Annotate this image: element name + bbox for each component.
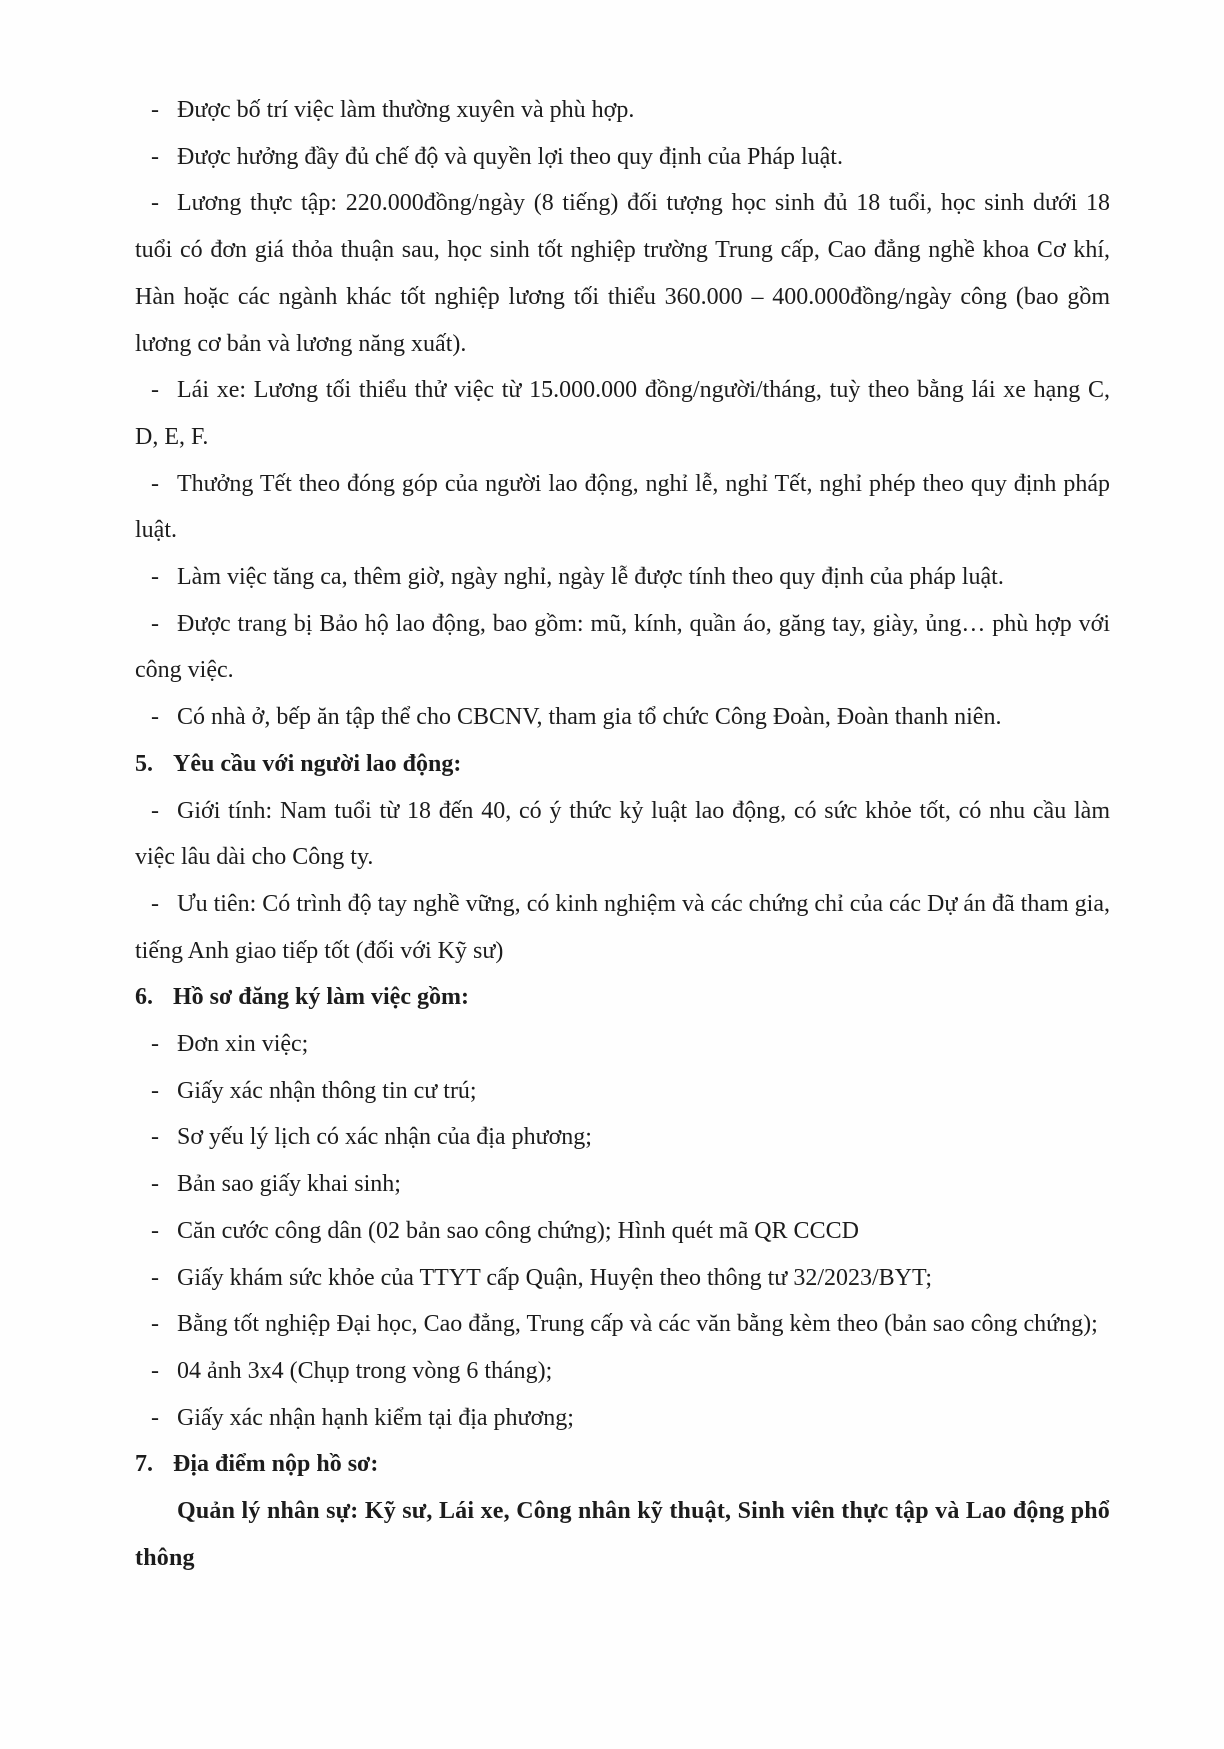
dash: - <box>151 1077 159 1104</box>
list-item: - Được trang bị Bảo hộ lao động, bao gồm: mũ, kính, quần áo, găng tay, giày, ủng… phù hợp với công việc. <box>135 601 1110 694</box>
dash: - <box>151 1171 159 1198</box>
dash: - <box>151 1357 159 1384</box>
list-item: - Lương thực tập: 220.000đồng/ngày (8 tiếng) đối tượng học sinh đủ 18 tuổi, học sinh dưới 18 tuổi có đơn giá thỏa thuận sau, học sinh tốt nghiệp trường Trung cấp, Cao đẳng nghề khoa Cơ khí, Hàn hoặc các ngành khác tốt nghiệp lương tối thiểu 360.000 – 400.000đồng/ngày công (bao gồm lương cơ bản và lương năng xuất). <box>135 180 1110 367</box>
dash: - <box>151 1311 159 1338</box>
dash: - <box>151 1124 159 1151</box>
list-item: - Làm việc tăng ca, thêm giờ, ngày nghỉ, ngày lễ được tính theo quy định của pháp luật. <box>135 554 1110 601</box>
dash: - <box>151 190 159 217</box>
dash: - <box>151 1264 159 1291</box>
list-item: - Lái xe: Lương tối thiểu thử việc từ 15.000.000 đồng/người/tháng, tuỳ theo bằng lái xe hạng C, D, E, F. <box>135 367 1110 460</box>
list-item: - Ưu tiên: Có trình độ tay nghề vững, có kinh nghiệm và các chứng chỉ của các Dự án đã tham gia, tiếng Anh giao tiếp tốt (đối với Kỹ sư) <box>135 881 1110 974</box>
section-7-heading: 7. Địa điểm nộp hồ sơ: <box>135 1451 379 1478</box>
dash: - <box>151 890 159 917</box>
list-item: - Đơn xin việc; <box>135 1021 1110 1068</box>
submission-location-text: Quản lý nhân sự: Kỹ sư, Lái xe, Công nhân kỹ thuật, Sinh viên thực tập và Lao động phổ thông <box>135 1498 1110 1571</box>
dash: - <box>151 564 159 591</box>
dash: - <box>151 377 159 404</box>
list-item: - Bằng tốt nghiệp Đại học, Cao đẳng, Trung cấp và các văn bằng kèm theo (bản sao công chứng); <box>135 1301 1110 1348</box>
list-item: - Giấy xác nhận thông tin cư trú; <box>135 1068 1110 1115</box>
list-item: - Được bố trí việc làm thường xuyên và phù hợp. <box>135 87 1110 134</box>
section-5-heading: 5. Yêu cầu với người lao động: <box>135 750 462 777</box>
requirements-list <box>135 788 1110 975</box>
list-item: - Giấy khám sức khỏe của TTYT cấp Quận, Huyện theo thông tư 32/2023/BYT; <box>135 1255 1110 1302</box>
list-item: - 04 ảnh 3x4 (Chụp trong vòng 6 tháng); <box>135 1348 1110 1395</box>
list-item: - Căn cước công dân (02 bản sao công chứng); Hình quét mã QR CCCD <box>135 1208 1110 1255</box>
document-body <box>135 87 1110 1582</box>
dash: - <box>151 143 159 170</box>
dash: - <box>151 1031 159 1058</box>
list-item: - Giới tính: Nam tuổi từ 18 đến 40, có ý thức kỷ luật lao động, có sức khỏe tốt, có nhu cầu làm việc lâu dài cho Công ty. <box>135 788 1110 881</box>
dash: - <box>151 1217 159 1244</box>
dash: - <box>151 470 159 497</box>
list-item: - Bản sao giấy khai sinh; <box>135 1161 1110 1208</box>
dash: - <box>151 97 159 123</box>
list-item: - Có nhà ở, bếp ăn tập thể cho CBCNV, tham gia tổ chức Công Đoàn, Đoàn thanh niên. <box>135 694 1110 741</box>
benefits-list <box>135 87 1110 741</box>
dash: - <box>151 797 159 824</box>
list-item: - Thưởng Tết theo đóng góp của người lao động, nghỉ lễ, nghỉ Tết, nghỉ phép theo quy định pháp luật. <box>135 461 1110 554</box>
list-item: - Sơ yếu lý lịch có xác nhận của địa phương; <box>135 1114 1110 1161</box>
dash: - <box>151 610 159 637</box>
documents-list <box>135 1021 1110 1441</box>
list-item: - Giấy xác nhận hạnh kiểm tại địa phương; <box>135 1395 1110 1442</box>
section-6-heading: 6. Hồ sơ đăng ký làm việc gồm: <box>135 984 469 1011</box>
dash: - <box>151 1404 159 1431</box>
list-item: - Được hưởng đầy đủ chế độ và quyền lợi theo quy định của Pháp luật. <box>135 134 1110 181</box>
dash: - <box>151 704 159 731</box>
